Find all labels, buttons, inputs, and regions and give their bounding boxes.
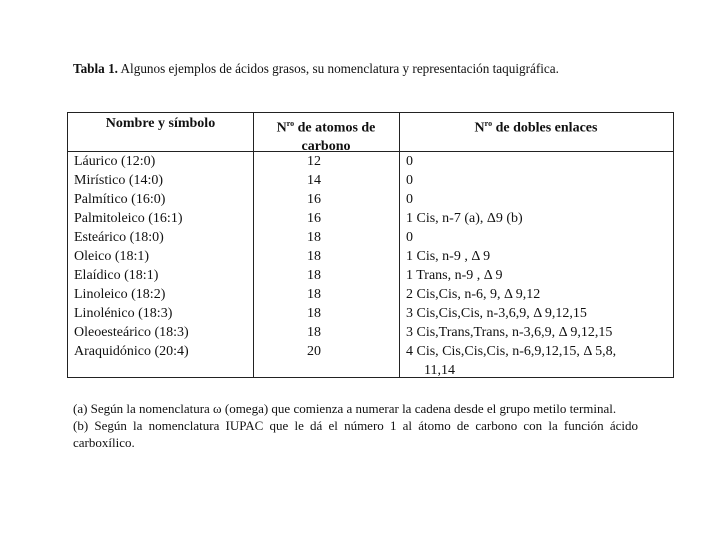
double-bonds: 0	[406, 154, 413, 169]
table-row	[68, 190, 673, 209]
carbon-count: 12	[307, 154, 321, 169]
header-double-bonds: $N^{ro}$ de dobles enlaces	[474, 119, 598, 136]
carbon-count: 18	[307, 268, 321, 283]
double-bonds: 0	[406, 230, 413, 245]
double-bonds: 3 Cis,Trans,Trans, n-3,6,9, Δ 9,12,15	[406, 325, 613, 340]
carbon-count: 16	[307, 211, 321, 226]
carbon-count: 18	[307, 230, 321, 245]
double-bonds: 4 Cis, Cis,Cis,Cis, n-6,9,12,15, Δ 5,8, 11,14	[406, 344, 617, 378]
table-header	[68, 113, 673, 152]
table-caption	[73, 60, 638, 78]
footnote-b: (b) Según la nomenclatura IUPAC que le dá el número 1 al átomo de carbono con la función ácido carboxílico.	[73, 418, 638, 450]
carbon-count: 14	[307, 173, 321, 188]
double-bonds: 1 Trans, n-9 , Δ 9	[406, 268, 503, 283]
fatty-acid-name: Palmitoleico (16:1)	[74, 211, 183, 226]
table-row	[68, 209, 673, 228]
header-carbons: $N^{ro}$ de atomos de carbono	[276, 119, 376, 154]
fatty-acid-name: Oleico (18:1)	[74, 249, 150, 264]
double-bonds: 0	[406, 173, 413, 188]
carbon-count: 20	[307, 344, 321, 359]
double-bonds: 2 Cis,Cis, n-6, 9, Δ 9,12	[406, 287, 541, 302]
double-bonds: 1 Cis, n-9 , Δ 9	[406, 249, 491, 264]
table-row	[68, 342, 673, 380]
fatty-acid-name: Linolénico (18:3)	[74, 306, 173, 321]
table-row	[68, 152, 673, 171]
footnotes	[73, 400, 638, 451]
double-bonds: 1 Cis, n-7 (a), Δ9 (b)	[406, 211, 523, 226]
table-row	[68, 323, 673, 342]
double-bonds: 0	[406, 192, 413, 207]
table-row	[68, 247, 673, 266]
carbon-count: 18	[307, 249, 321, 264]
fatty-acid-name: Linoleico (18:2)	[74, 287, 166, 302]
fatty-acids-table	[67, 112, 674, 378]
caption-text: Algunos ejemplos de ácidos grasos, su nomenclatura y representación taquigráfica.	[117, 61, 559, 76]
header-name: Nombre y símbolo	[105, 116, 216, 131]
carbon-count: 18	[307, 325, 321, 340]
table-row	[68, 304, 673, 323]
table-row	[68, 228, 673, 247]
carbon-count: 18	[307, 287, 321, 302]
fatty-acid-name: Palmítico (16:0)	[74, 192, 166, 207]
table-row	[68, 266, 673, 285]
table-body	[68, 152, 673, 380]
footnote-a: (a) Según la nomenclatura ω (omega) que comienza a numerar la cadena desde el grupo metilo terminal.	[73, 401, 617, 416]
double-bonds: 3 Cis,Cis,Cis, n-3,6,9, Δ 9,12,15	[406, 306, 587, 321]
table-row	[68, 285, 673, 304]
carbon-count: 16	[307, 192, 321, 207]
fatty-acid-name: Elaídico (18:1)	[74, 268, 159, 283]
fatty-acid-name: Láurico (12:0)	[74, 154, 156, 169]
carbon-count: 18	[307, 306, 321, 321]
caption-label: Tabla 1.	[73, 61, 118, 76]
fatty-acid-name: Mirístico (14:0)	[74, 173, 164, 188]
fatty-acid-name: Araquidónico (20:4)	[74, 344, 189, 359]
fatty-acid-name: Oleoesteárico (18:3)	[74, 325, 189, 340]
table-row	[68, 171, 673, 190]
fatty-acid-name: Esteárico (18:0)	[74, 230, 164, 245]
